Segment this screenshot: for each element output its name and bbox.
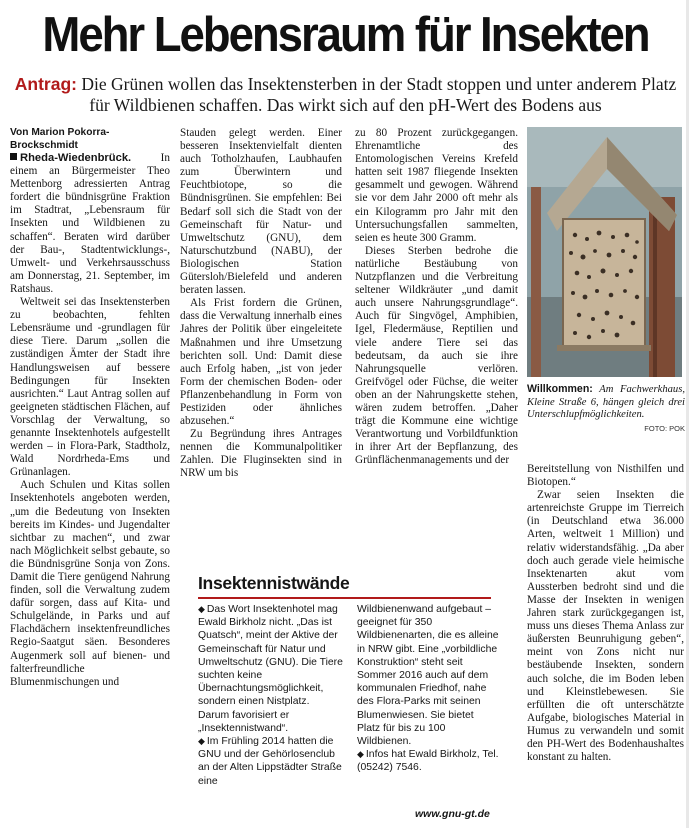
diamond-bullet-icon: ◆ (357, 749, 364, 760)
insect-hotel-photo (527, 127, 682, 377)
photo-caption (527, 383, 685, 435)
diamond-bullet-icon: ◆ (198, 604, 205, 614)
subhead-kicker: Antrag: (14, 74, 77, 94)
lead-paragraph (10, 152, 170, 296)
paragraph: Als Frist fordern die Grünen, dass die Verwaltung innerhalb eines Jahres der Politik über eingeleitete Maßnahmen und ihre Umsetzung berichten soll. Und: Damit diese auch Erfolg haben, „ist von jeder Form der chemischen Boden- oder Pflanzenbehandlung in Form von Pestiziden oder ähnliches abzusehen.“ (180, 297, 342, 428)
paragraph: Stauden gelegt werden. Einer besseren Insektenvielfalt dienten auch Totholzhaufen, Laubhaufen zum Überwintern und Feuchtbiotope, so die Bündnisgrünen. Sie empfehlen: Bei Bedarf soll sich die Stadt von der Gemeinschaft für Natur- und Umweltschutz (GNU), dem Naturschutzbund (NABU), der Biologischen Station Gütersloh/Bielefeld und anderen beraten lassen. (180, 127, 342, 297)
article-column-2 (180, 127, 342, 563)
insect-hotel-illustration (527, 127, 682, 377)
article-column-1 (10, 127, 170, 827)
paragraph: Dieses Sterben bedrohe die natürliche Bestäubung von Nutzpflanzen und die Verbreitung seltener Wildkräuter „und damit auch unsere Nahrungsgrundlage“. Auch für Singvögel, Amphibien, Igel, Fledermäuse, Reptilien und viele andere Tiere sei das bedeutsam, da auch sie ihre Nahrungsquelle verlören. Greifvögel oder Füchse, die weiter oben an der Nahrungskette stehen, wären zudem betroffen. „Daher trägt die Kommune eine wichtige Verantwortung und Vorbildfunktion in ihrer Art der Bepflanzung, des Grünflächenmanagements und der (355, 244, 518, 467)
subhead (4, 74, 687, 116)
byline: Von Marion Pokorra-Brockschmidt (10, 127, 110, 151)
page-edge (686, 0, 689, 828)
infobox-paragraph: ◆ Infos hat Ewald Birkholz, Tel. (05242) 7546. (357, 749, 499, 774)
paragraph: zu 80 Prozent zurückgegangen. Ehrenamtliche des Entomologischen Vereins Krefeld hatten seit 1987 fliegende Insekten gesammelt und gewogen. Während sie vor dem Jahr 2000 oft mehr als ein Kilogramm pro Jahr mit den Untersuchungsfallen sammelten, seien es heute 300 Gramm. (355, 127, 518, 244)
lead-text: In einem an Bürgermeister Theo Mettenborg adressierten Antrag fordert die bündnisgrüne Fraktion im Stadtrat, „Lebensraum für Insekten und Wildbienen zu schaffen“. Beraten wird darüber der Bau-, Stadtentwicklungs-, Umwelt- und Verkehrsausschuss am Donnerstag, 21. September, im Ratshaus. (10, 152, 170, 295)
infobox-column-left (198, 603, 343, 788)
website-link[interactable]: www.gnu-gt.de (415, 808, 490, 820)
diamond-bullet-icon: ◆ (198, 736, 205, 747)
infobox-paragraph: Wildbienenwand aufgebaut – geeignet für 350 Wildbienenarten, die es alleine in NRW gibt. Eine „vorbildliche Konstruktion“ steht seit Sommer 2016 auch auf dem kommunalen Friedhof, nahe des Flora-Parks mit seinen Blumenwiesen. Sie bietet Platz für bis zu 100 Wildbienen. (357, 604, 499, 748)
square-marker-icon (10, 153, 17, 160)
infobox-paragraph: ◆ Das Wort Insektenhotel mag Ewald Birkholz nicht. „Das ist Quatsch“, meint der Aktive der Gemeinschaft für Natur und Umweltschutz (GNU). Die Tiere suchten keine Übernachtungsmöglichkeit, sondern einen Nistplatz. Darum favorisiert er „Insektennistwand“. (198, 604, 343, 734)
infobox-rule (198, 597, 491, 599)
caption-title: Willkommen: (527, 383, 593, 395)
article-column-3 (355, 127, 518, 563)
dateline: Rheda-Wiedenbrück. (20, 152, 132, 164)
paragraph: Zu Begründung ihres Antrages nennen die Kommunalpolitiker Zahlen. Die Fluginsekten sind in NRW um bis (180, 428, 342, 480)
subhead-text: Die Grünen wollen das Insektensterben in der Stadt stoppen und unter anderem Platz für Wildbienen schaffen. Das wirkt sich auf den pH-Wert des Bodens aus (77, 74, 677, 115)
infobox-title: Insektennistwände (198, 573, 350, 593)
article-column-4 (527, 463, 684, 825)
paragraph: Weltweit sei das Insektensterben zu beobachten, fehlten Lebensräume und -grundlagen für diese Tiere. Darum „sollen die zuständigen Ämter der Stadt ihre Handlungsweisen auf bessere Bedingungen für Insekten ausrichten.“ Laut Antrag sollen auf geeigneten städtischen Flächen, auf Vorschlag der Verwaltung, so genannte Insektenhotels aufgestellt werden – in Flora-Park, Stadtholz, Wald Nordrheda-Ems und Grünanlagen. (10, 296, 170, 479)
paragraph: Zwar seien Insekten die artenreichste Gruppe im Tierreich (in Deutschland etwa 36.000 Arten, weltweit 1 Million) und relativ widerstandsfähig. „Da aber doch auch gerade viele heimische Insektenarten akut vom Aussterben bedroht sind und die Masse der Insekten in wenigen Jahren stark zurückgegangen ist, muss uns dieses Thema Anlass zur äußersten Beunruhigung geben“, meint von Zons nicht nur bestäubende Insekten, sondern auch solche, die im Boden leben und Kleinstlebewesen. Sie erfüllten die oft unterschätzte Aufgabe, biologisches Material in Humus zu verwandeln und somit den PH-Wert des Bodenhaushaltes konstant zu halten. (527, 489, 684, 764)
caption-body: Am Fachwerkhaus, Kleine Straße 6, hängen gleich drei Unterschlupfmöglichkeiten. (527, 384, 685, 420)
headline: Mehr Lebensraum für Insekten (42, 8, 649, 62)
photo-credit: FOTO: POK (644, 423, 685, 433)
infobox-column-right (357, 603, 499, 775)
paragraph: Bereitstellung von Nisthilfen und Biotopen.“ (527, 463, 684, 489)
infobox-paragraph: ◆ Im Frühling 2014 hatten die GNU und der Gehörlosenclub an der Alten Lippstädter Straße eine (198, 736, 342, 787)
paragraph: Auch Schulen und Kitas sollen Insektenhotels angeboten werden, „um die Bedeutung von Insekten bereits im Kindes- und Jugendalter sichtbar zu machen“, und zwar nach Möglichkeit selbst gebaute, so die Bündnisgrüne Sonja von Zons. Damit die Tiere genügend Nahrung finden, soll die Verwaltung zudem dafür sorgen, dass auf Kita- und Schulgelände, in Parks und auf Flachdächern insektenfreundliches Regio-Saatgut säen. Besonderes Augenmerk soll auf bienen- und falterfreundliche Blumenmischungen und (10, 479, 170, 688)
